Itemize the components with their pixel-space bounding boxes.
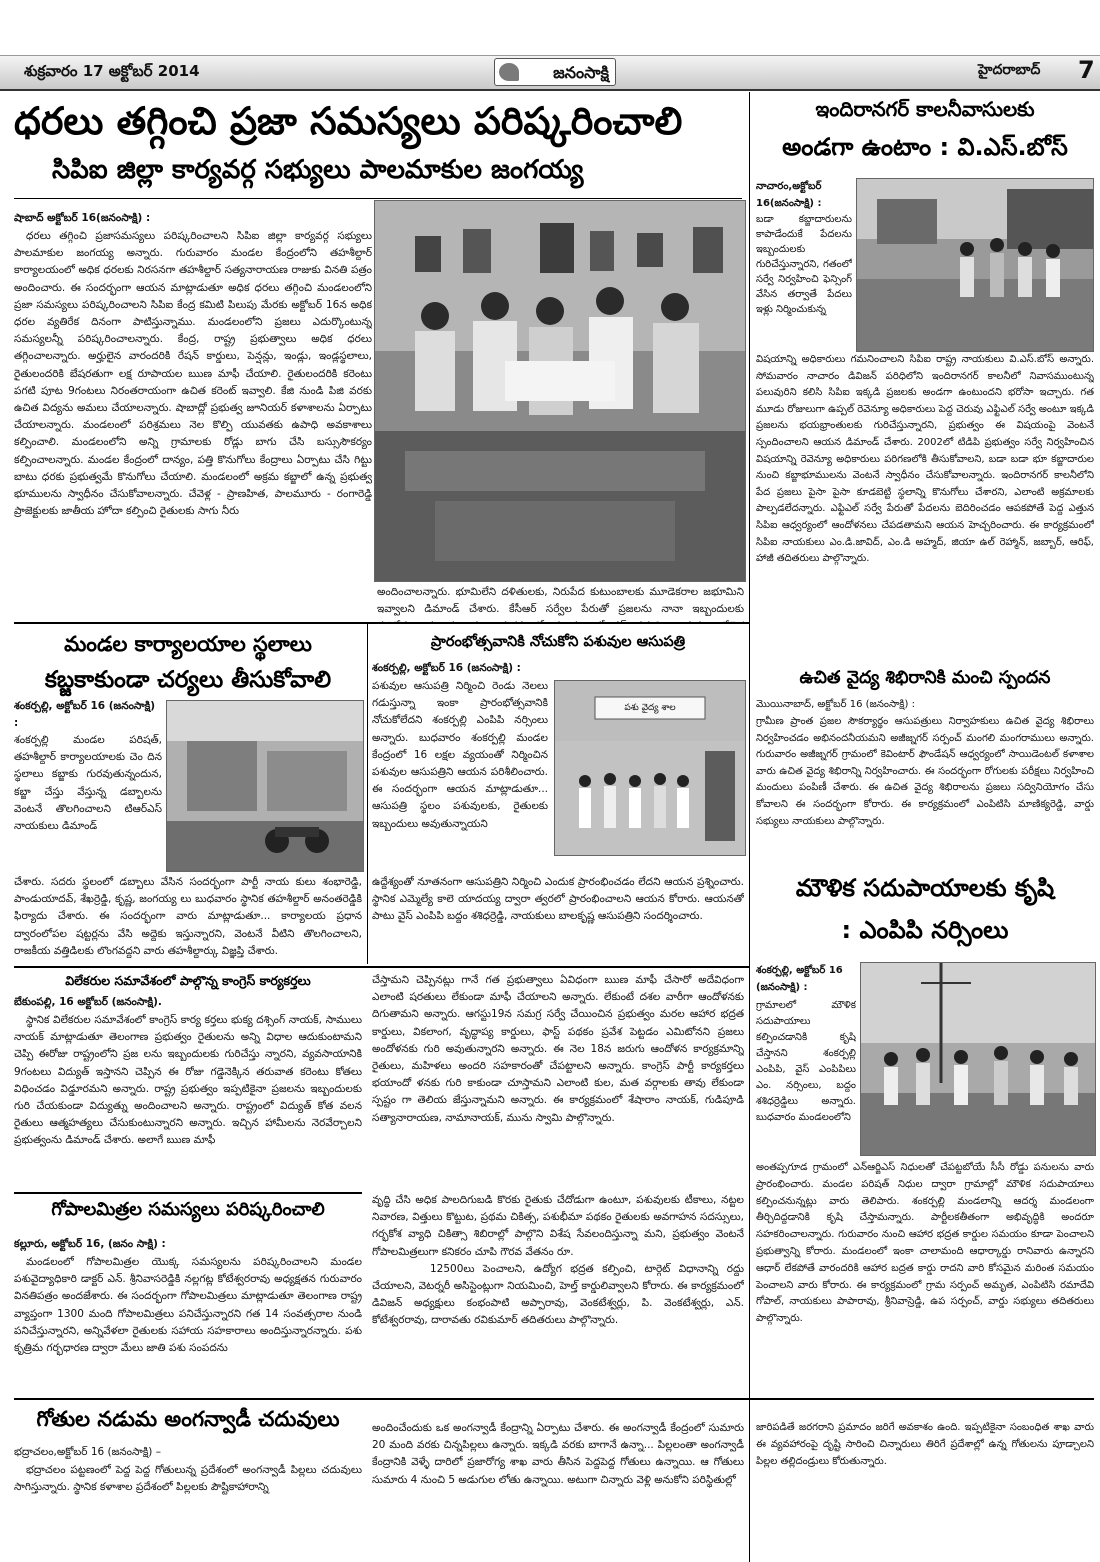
article-5-text-narrow: పశువుల ఆసుపత్రి నిర్మించి రెండు నెలలు గడుస్తున్నా ఇంకా ప్రారంభోత్సవానికి నోచుకోలేదని శంకర్పల్లి ఎంపిపి నర్సింలు అన్నారు. బుధవారం శంకర్పల్లి మండల కేంద్రంలో 16 లక్షల వ్యయంతో నిర్మించిన పశువుల ఆసుపత్రిని ఆయన పరిశీలించారు. ఈ సందర్భంగా ఆయన మాట్లాడుతూ... ఆసుపత్రి స్థలం పశువులకు, రైతులకు ఇబ్బందులు అవుతున్నాయని: [372, 680, 548, 830]
article-4-dateline: శంకర్పల్లి, అక్టోబర్ 16 (జనంసాక్షి) :: [14, 700, 156, 729]
article-9-col-3: జారిపడితే జరగరాని ప్రమాదం జరిగే అవకాశం ఉంది. ఇప్పటికైనా సంబంధిత శాఖ వారు ఈ వ్యవహారంపై దృష్టి సారించి చిన్నారులు తిరిగే ప్రదేశాల్లో ఉన్న గోతులను పూడ్చాలని పిల్లల తల్లిదండ్రులు కోరుతున్నారు.: [756, 1422, 1094, 1467]
article-7-col-2: చేస్తామని చెప్పినట్లు గానే గత ప్రభుత్వాలు ఏవిధంగా ఋణ మాఫీ చేసారో అదేవిధంగా ఎలాంటి షరతులు లేకుండా మాఫీ చేయాలని అన్నారు. లేకుంటే దశల వారీగా ఆందోళనకు దిగుతామని అన్నారు. ఆగస్టు19న సమగ్ర సర్వే చేయించిన ప్రభుత్వం మరల ఆహార భద్రత కార్డులు, వికలాంగ, వృద్ధాప్య కార్డులు, ఫాస్ట్ పథకం ప్రవేశ పెట్టడం ఎమిటోనని ప్రజలు అందోళనకు గురి అవుతున్నారని అన్నారు. ఈ నెల 18న జరుగు ఆందోళన కార్యక్రమాన్ని రైతులు, మహిళలు అందరి సహకారంతో చేపట్టాలని అన్నారు. కాంగ్రెస్ పార్టీ కార్యకర్తలు భయాందో ళనకు గురి కాకుండా చూస్తామని ఎలాంటి కుల, మత వర్గాలకు తావు లేకుండా స్పష్టం గా తెలియ జేస్తున్నామని అన్నారు. ఈ కార్యక్రమంలో శేషారాం నాయక్, గుడిపూడి సత్యానారాయణ, నామానాయక్, మును స్వామి పాల్గొన్నారు.: [372, 974, 744, 1124]
article-6-photo: [860, 962, 1096, 1156]
article-8-col-1: మండలంలో గోపాలమిత్రల యొక్క సమస్యలను పరిష్కరించాలని మండల పశువైద్యాధికారి డాక్టర్ ఎన్. శ్రీనివాసరెడ్డికి నల్లగట్ల కోటేశ్వరరావు అధ్యక్షతన గురువారం వినతిపత్రం అందజేశారు. ఈ సందర్భంగా గోపాలమిత్రలు మాట్లాడుతూ తెలంగాణ రాష్ట్ర వ్యాప్తంగా 1300 మంది గోపాలమిత్రలు పనిచేస్తున్నారని గత 14 సంవత్సరాల నుండి పనిచేస్తున్నారని, అన్నివేళలా రైతులకు సహాయ సహకారాలు అందిస్తున్నారన్నారు. పశు కృత్రిమ గర్భధారణ ద్వారా మేలు జాతి పశు సంపదను: [14, 1256, 362, 1355]
article-2-photo: [856, 178, 1094, 352]
edition-city: హైదరాబాద్: [978, 62, 1041, 78]
article-8-col-2: వృద్ధి చేసి అధిక పాలదిగుబడి కొరకు రైతుకు చేదోడుగా ఉంటూ, పశువులకు టీకాలు, నట్టల నివారణ, విత్తులు కొట్టుట, ప్రథమ చికిత్స, పశుభీమా పథకం రైతులకు అవగాహన సదస్సులు, గర్భకోశ వ్యాధి చికిత్సా శిబిరాల్లో పాల్గొని విశేష సేవలందిస్తున్నా మని, ప్రభుత్వం వెంటనే గోపాలమిత్రలుగా కనికరం చూపి గౌరవ వేతనం రూ. 12500లు పెంచాలని, ఉద్యోగ భద్రత కల్పించి, టార్గెట్ విధానాన్ని రద్దు చేయాలని, వెటర్నరీ అసిస్టెంట్లుగా నియమించి, హెల్త్ కార్డులివ్వాలని కోరారు. ఈ కార్యక్రమంలో డివిజన్ అధ్యక్షులు కంభంపాటి అప్పారావు, వెంకటేశ్వర్లు, పి. వెంకటేశ్వర్లు, ఎన్. కోటేశ్వరరావు, దారావతు రవికుమార్ తదితరులు పాల్గొన్నారు.: [372, 1194, 744, 1327]
article-9-dateline: భద్రాచలం,అక్టోబర్ 16 (జనంసాక్షి) –: [14, 1446, 161, 1458]
article-9-col-1: భద్రాచలం పట్టణంలో పెద్ద పెద్ద గోతులున్న ప్రదేశంలో అంగన్వాడీ పిల్లలు చదువులు సాగిస్తున్నారు. స్థానిక కళాశాల ప్రదేశంలో పిల్లలకు పౌష్టికాహారాన్ని: [14, 1464, 362, 1494]
leaf-icon: [499, 63, 519, 81]
article-2-text-wide: విషయాన్ని అధికారులు గమనించాలని సిపిఐ రాష్ట్ర నాయకులు వి.ఎస్.బోస్ అన్నారు. సోమవారం నాచారం డివిజన్ పరిధిలోని ఇందిరానగర్ కాలనీలో నివాసముంటున్న పలువురిని కలిసి సిపిఐ ఇక్కడి ప్రజలకు అండగా ఉంటుందని భరోసా ఇచ్చారు. గత మూడు రోజులుగా ఉప్పల్ రెవెన్యూ అధికారులు పెద్ద చెరువు ఎఫ్టిఎల్ సర్వే అంటూ ఇక్కడి ప్రజలను భయభ్రాంతులకు గురిచేస్తున్నారని, ప్రభుత్వం ఈ విషయంపై వెంటనే స్పందించాలని ఆయన డిమాండ్ చేశారు. 2002లో టిడిపి ప్రభుత్వం సర్వే నిర్వహించిన విషయాన్ని రెవెన్యూ అధికారులు పరిగణలోకి తీసుకోవాలని, బడా బడా భూ కబ్జాదారుల నుంచి కబ్జాభూములను వెంటనే స్వాధీనం చేసుకోవాలన్నారు. ఇందిరానగర్ కాలనీలోని పేద ప్రజలు పైసా పైసా కూడబెట్టి స్థలాన్ని కొనుగోలు చేశారని, ఎలాంటి అక్రమాలకు పాల్పడలేదన్నారు. ఎఫ్టిఎల్ సర్వే పేరుతో పేదలను బెదిరించడం ఆపకపోతే పెద్ద ఎత్తున సిపిఐ ఆధ్వర్యంలో ఆందోళనలు చేపడతామని ఆయన హెచ్చరించారు. ఈ కార్యక్రమంలో సిపిఐ నాయకులు ఎం.డి.జావిద్, ఎం.డి అహ్మద్, జియా ఉల్ రెహ్మాన్, జబ్బార్, ఆరిఫ్, హాజీ తదితరులు పాల్గొన్నారు.: [756, 354, 1094, 565]
article-7-col-1: స్థానిక విలేకరుల సమావేశంలో కాంగ్రెస్ కార్య కర్తలు భుక్య దశ్సింగ్ నాయక్, సాములు నాయక్ మాట్లాడుతూ తెలంగాణ ప్రభుత్వం రైతులను అన్ని విధాల ఆదుకుంటామని చెప్పి ఈరోజు రాష్ట్రంలోని ప్రజ లను ఇబ్బందులకు గురిచేస్తు న్నారని, వ్యవసాయానికి 9గంటలు విద్యుత్ ఇస్తానని చెప్పిన ఈ రోజు గడ్డెనెక్కిన తరువాత కరెంటు కోతలు విధించడం విడ్డూరమని అన్నారు. రాష్ట్ర ప్రభుత్వం ఇప్పటికైనా ప్రజలను ఇబ్బందులకు గురి చేయకుండా విద్యుత్ను అందించాలని అన్నారు. రాష్ట్రంలో విద్యుత్ కోత వలన రైతులు ఆత్మహత్యలు చేసుకుంటున్నారని అన్నారు. ఇచ్చిన హామీలను నెరవేర్చాలని ప్రభుత్వంను డిమాండ్ చేశారు. అలాగే ఋణ మాఫీ: [14, 1014, 362, 1147]
article-6-headline-1: మౌళిక సదుపాయాలకు కృషి: [795, 874, 1055, 902]
article-4-text-narrow: శంకర్పల్లి మండల పరిషత్, తహశీల్దార్ కార్యాలయాలకు చెం దిన స్థలాలు కబ్జాకు గురవుతున్నందున, కబ్జా చేస్తు వేస్తున్న డబ్బాలను వెంటనే తొలగించాలని టిఆర్ఎస్ నాయకులు డిమాండ్: [14, 734, 162, 833]
article-4-text-wide: చేశారు. సదరు స్థలంలో డబ్బాలు వేసిన సందర్భంగా పార్టీ నాయ కులు శంభారెడ్డి, పాండుయాదవ్, శేఖర్రెడ్డి, కృష్ణ, జంగయ్య లు బుధవారం స్థానిక తహశీల్దార్ అనంతరెడ్డికి ఫిర్యాదు చేశారు. ఈ సందర్భంగా వారు మాట్లాడుతూ... కార్యాలయ ప్రధాన ద్వారంలోపల షట్టర్లను వేసి అద్దెకు ఇస్తున్నారని, వెంటనే వీటిని తొలగించాలని, రాజకీయ వత్తిడిలకు లొంగవద్దని వారు తహశీల్దార్కు విజ్ఞప్తి చేశారు.: [14, 876, 362, 957]
article-6-text-narrow: గ్రామాలలో మౌళిక సదుపాయాలు కల్పించడానికి కృషి చేస్తానని శంకర్పల్లి ఎంపిపి, వైస్ ఎంపిపిలు ఎం. నర్సింలు, బద్దం శశిధర్రెడ్డిలు అన్నారు. బుధవారం మండలంలోని: [756, 1000, 856, 1123]
article-3-dateline: మొయినాబాద్, అక్టోబర్ 16 (జనంసాక్షి) :: [756, 699, 915, 710]
article-2-text-narrow: బడా కబ్జాదారులను కాపాడేందుకే పేదలను ఇబ్బందులకు గురిచేస్తున్నారని, గతంలో సర్వే నిర్వహించి ఫెన్సింగ్ వేసిన తర్వాతే పేదలు ఇళ్లు నిర్మించుకున్న: [756, 214, 852, 315]
masthead-logo: [494, 58, 616, 86]
article-5-text-wide: ఉద్దేశ్యంతో నూతనంగా ఆసుపత్రిని నిర్మించి ఎందుక ప్రారంభించడం లేదని ఆయన ప్రశ్నించారు. స్థానిక ఎమ్మెల్యే కాలె యాదయ్య ద్వారా త్వరలో ప్రారంభించాలని ఆయన కోరారు. ఆయనతో పాటు వైస్ ఎంపిపి బద్దం శశిధర్రెడ్డి, నాయకులు బాలకృష్ణ ఆసుపత్రిని సందర్శించారు.: [372, 876, 744, 923]
hospital-sign: పశు వైద్య శాల: [624, 703, 676, 713]
article-2-dateline: నాచారం,అక్టోబర్ 16(జనంసాక్షి) :: [756, 181, 822, 209]
article-7-headline: విలేకరుల సమావేశంలో పాల్గొన్న కాంగ్రెస్ కార్యకర్తలు: [65, 973, 311, 988]
article-5-headline: ప్రారంభోత్సవానికి నోచుకోని పశువుల ఆసుపత్రి: [430, 634, 686, 650]
article-4-headline-1: మండల కార్యాలయాల స్థలాలు: [64, 632, 312, 656]
article-6-text-wide: అంతప్పగూడ గ్రామంలో ఎన్ఆర్జిఎస్ నిధులతో చేపట్టబోయే సీసీ రోడ్డు పనులను వారు ప్రారంభించారు. మండల పరిషత్ నిధుల ద్వారా గ్రామాల్లో మౌళిక సదుపాయాలు కల్పించనున్నట్లు వారు తెలిపారు. శంకర్పల్లి మండలాన్ని ఆదర్శ మండలంగా తీర్చిదిద్దడానికి కృషి చేస్తామన్నారు. పార్టీలకతీతంగా అభివృద్ధికి అందరూ సహకరించాలన్నారు. గురువారం నుంచి ఆహార భద్రత కార్డుల సమయం కూడా పెంచాలని ప్రభుత్వాన్ని కోరారు. మండలంలో ఇంకా చాలామంది ఆధార్కార్డు రానివారు ఉన్నారని ఆధార్ లేకపోతే వారందరికి ఆహార బద్రత కార్డు రాదని వారి కోసమైన మరింత సమయం పెంచాలని వారు కోరారు. ఈ కార్యక్రమంలో గ్రామ సర్పంచ్ అమృత, ఎంపిటిసి రమాదేవి గోపాల్, నాయకులు పాపారావు, శ్రీనివాస్రెడ్డి, ఉప సర్పంచ్, వార్డు సభ్యులు తదితరులు పాల్గొన్నారు.: [756, 1162, 1094, 1325]
page-number: 7: [1078, 56, 1095, 84]
article-4-headline-2: కబ్జకాకుండా చర్యలు తీసుకోవాలి: [44, 667, 332, 693]
article-5-photo: [554, 680, 746, 856]
article-1-subhead: సిపిఐ జిల్లా కార్యవర్గ సభ్యులు పాలమాకుల జంగయ్య: [52, 155, 584, 185]
article-2-headline-2: అండగా ఉంటాం : వి.ఎస్.బోస్: [782, 133, 1068, 161]
article-6-headline-2: : ఎంపిపి నర్సింలు: [841, 916, 1009, 944]
article-3-headline: ఉచిత వైద్య శిభిరానికి మంచి స్పందన: [799, 668, 1051, 688]
issue-date: శుక్రవారం 17 అక్టోబర్ 2014: [24, 62, 200, 80]
article-4-photo: [166, 700, 364, 872]
article-6-dateline: శంకర్పల్లి, అక్టోబర్ 16 (జనంసాక్షి) :: [756, 965, 843, 993]
article-1-dateline: షాబాద్ అక్టోబర్ 16(జనంసాక్షి) :: [14, 212, 151, 224]
article-1-headline: ధరలు తగ్గించి ప్రజా సమస్యలు పరిష్కరించాలి: [14, 99, 683, 143]
article-8-dateline: కల్లూరు, అక్టోబర్ 16, (జనం సాక్షి) :: [14, 1238, 166, 1250]
article-9-col-2: అందించేందుకు ఒక అంగన్వాడీ కేంద్రాన్ని ఏర్పాటు చేశారు. ఈ అంగన్వాడీ కేంద్రంలో సుమారు 20 మంది వరకు చిన్నపిల్లలు ఉన్నారు. ఇక్కడి వరకు బాగానే ఉన్నా... పిల్లలంతా అంగన్వాడీ కేంద్రానికి వెళ్ళే దారిలో ప్రజారోగ్య శాఖ వారు తీసిన పెద్దపెద్ద గోతులు ఉన్నాయి. ఆ గోతులు సుమారు 4 నుంచి 5 అడుగుల లోతు ఉన్నాయి. అటుగా చిన్నారు వెళ్లి అనుకోని పరిస్థితుల్లో: [372, 1422, 744, 1486]
article-1-photo: [374, 200, 746, 582]
article-1-col-1: ధరలు తగ్గించి ప్రజాసమస్యలు పరిష్కరించాలని సిపిఐ జిల్లా కార్యవర్గ సభ్యులు పాలమాకుల జంగయ్య అన్నారు. గురువారం మండల కేంద్రంలోని తహశీల్దార్ కార్యాలయంలో అధిక ధరలకు నిరసనగా తహశీల్దార్ సత్యనారాయణ రాజుకు వినతి పత్రం అందించారు. ఈ సందర్భంగా ఆయన మాట్లాడుతూ అధిక ధరలు తగ్గించి మండలంలోని ప్రజా సమస్యలు పరిష్కరించాలని సిపిఐ కేంద్ర కమిటి పిలుపు మేరకు అక్టోబర్ 16న అధిక ధరల వ్యతిరేక దినంగా పాటిస్తున్నాము. మండలంలోని ప్రజలు ఎదుర్కొంటున్న సమస్యలన్నీ పరిష్కరించాలన్నారు. కేంద్ర, రాష్ట్ర ప్రభుత్వాలు అధిక ధరలు తగ్గించాలన్నారు. అర్హులైన వారందరికి రేషన్ కార్డులు, పెన్షన్లు, ఇండ్లు, ఇండ్లస్థలాలు, రైతులందరికి బేషరతుగా లక్ష రూపాయల ఋణ మాఫీ చేయాలి. రైతులందరికి కరెంటు పగటి పూట 9గంటలు నిరంతరాయంగా ఉచిత కరెంట్ ఇవ్వాలి. కేజి నుండి పిజి వరకు ఉచిత విద్యను అమలు చేయాలన్నారు. షాబాద్లో ప్రభుత్వ జూనియర్ కళాశాలను ఏర్పాటు చేయాలన్నారు. మండలంలో పరిశ్రమలు నెల కొల్పి యువతకు ఉపాధి అవకాశాలు కల్పించాలి. మండలంలోని అన్ని గ్రామాలకు రోడ్లు బాగు చేసి బస్సుసౌకర్యం కల్పించాలన్నారు. మండల కేంద్రంలో దాన్యం, పత్తి కొనుగోలు కేంద్రాలు ఏర్పాటు చేసి గిట్టు బాటు ధరకు ప్రభుత్వమే కొనుగోలు చేయాలి. మండలంలో అక్రమ కబ్జాలో ఉన్న ప్రభుత్వ భూములను స్వాధీనం చేసుకోవాలన్నారు. చేవెళ్ల - ప్రాణహిత, పాలమూరు - రంగారెడ్డి ప్రాజెక్టులకు జాతీయ హోదా కల్పించి రైతులకు సాగు నీరు: [14, 230, 372, 518]
logo-text: జనంసాక్షి: [553, 63, 609, 82]
article-5-dateline: శంకర్పల్లి, అక్టోబర్ 16 (జనంసాక్షి) :: [372, 662, 521, 674]
article-8-headline: గోపాలమిత్రల సమస్యలు పరిష్కరించాలి: [51, 1199, 325, 1220]
article-7-dateline: బేకుంపల్లి, 16 అక్టోబర్ (జనంసాక్షి).: [14, 996, 162, 1008]
article-9-headline: గోతుల నడుమ అంగన్వాడీ చదువులు: [36, 1407, 340, 1431]
article-1-col-2: అందించాలన్నారు. భూమిలేని దళితులకు, నిరుపేద కుటుంబాలకు మూడెకరాల జభూమిని ఇవ్వాలని డిమాండ్ చేశారు. కేసీఆర్ సర్వేల పేరుతో ప్రజలను నానా ఇబ్బందులకు: [377, 586, 744, 616]
article-3-text: గ్రామీణ ప్రాంత ప్రజల సౌకర్యార్థం ఆసుపత్రులు నిర్వాహకులు ఉచిత వైద్య శిభిరాలు నిర్వహించడం అభినందనీయమని అజీజ్నగర్ సర్పంచ్ మంగలి మంగరాములు అన్నారు. గురువారం అజీజ్నగర్ గ్రామంలో కెవింటార్ ఫౌండేషన్ ఆధ్వర్యంలో సాయిడెంటల్ కళాశాల వారు ఉచిత వైద్య శిభిరాన్ని నిర్వహించారు. ఈ సందర్భంగా రోగులకు పరీక్షలు నిర్వహించి మందులు పంపిణీ చేశారు. ఈ ఉచిత వైద్య శిభిరాలను ప్రజలు సద్వినియోగం చేసు కోవాలని ఈ సందర్భంగా కోరారు. ఈ కార్యక్రమంలో ఎంపిటిసి మాణిక్యరెడ్డి, వార్డు సభ్యులు నాయకులు పాల్గొన్నారు.: [756, 716, 1094, 827]
page-header: [0, 55, 1100, 91]
article-2-headline-1: ఇందిరానగర్ కాలనీవాసులకు: [815, 97, 1035, 121]
